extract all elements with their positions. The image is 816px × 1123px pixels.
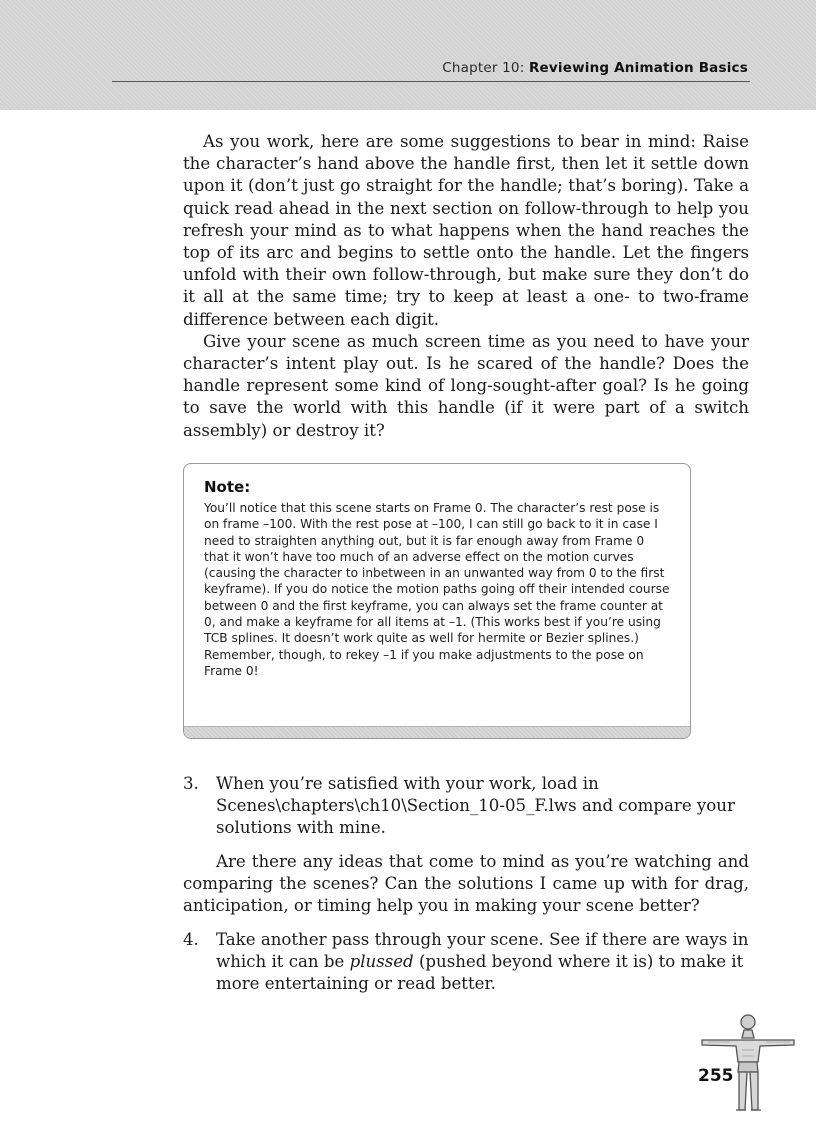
header-band xyxy=(0,0,816,110)
running-head xyxy=(442,60,748,76)
chapter-title: Reviewing Animation Basics xyxy=(528,60,748,76)
note-body: You’ll notice that this scene starts on Frame 0. The character’s rest pose is on frame –100. With the rest pose at –100, I can still go back to it in case I need to straighten anything out, but it is far enough away from Frame 0 that it won’t have too much of an adverse effect on the motion curves (causing the character to inbetween in an unwanted way from 0 to the first keyframe). If you do notice the motion paths going off their intended course between 0 and the first keyframe, you can always set the frame counter at 0, and make a keyframe for all items at –1. (This works best if you’re using TCB splines. It doesn’t work quite as well for hermite or Bezier splines.) Remember, though, to rekey –1 if you make adjustments to the pose on Frame 0! xyxy=(204,501,670,678)
step-3 xyxy=(183,773,749,840)
intro-paragraph-2: Give your scene as much screen time as you need to have your character’s intent play out. Is he scared of the handle? Does the handle represent some kind of long-sought-after goal? Is he going to save the world with this handle (if it were part of a switch assembly) or destroy it? xyxy=(183,331,749,440)
step-4-emphasis: plussed xyxy=(349,952,414,972)
step-4-text-after: (pushed beyond where it is) to make it more entertaining or read better. xyxy=(216,952,744,994)
step-4-number: 4. xyxy=(183,930,199,949)
step-4 xyxy=(183,929,749,996)
step-4-text-before: Take another pass through your scene. See if there are ways in which it can be xyxy=(216,930,749,972)
step-4-text xyxy=(216,929,749,996)
page-number: 255 xyxy=(698,1066,734,1086)
header-rule xyxy=(112,81,750,82)
intro-paragraph-1: As you work, here are some suggestions to bear in mind: Raise the character’s hand above the handle first, then let it settle down upon it (don’t just go straight for the handle; that’s boring). Take a quick read ahead in the next section on follow-through to help you refresh your mind as to what happens when the hand reaches the top of its arc and begins to settle onto the handle. Let the fingers unfold with their own follow-through, but make sure they don’t do it all at the same time; try to keep at least a one- to two-frame difference between each digit. xyxy=(183,132,749,329)
tpose-figure-icon xyxy=(700,1012,800,1114)
middle-paragraph: Are there any ideas that come to mind as you’re watching and comparing the scenes? Can the solutions I came up with for drag, anticipation, or timing help you in making your scene better? xyxy=(183,852,749,916)
step-3-number: 3. xyxy=(183,774,199,793)
note-box xyxy=(183,463,691,739)
middle-text xyxy=(183,851,749,918)
step-3-text: When you’re satisfied with your work, load in Scenes\chapters\ch10\Section_10-05_F.lws and compare your solutions with mine. xyxy=(216,774,735,838)
intro-text xyxy=(183,131,749,442)
chapter-label: Chapter 10: xyxy=(442,60,529,76)
note-title: Note: xyxy=(204,478,251,496)
